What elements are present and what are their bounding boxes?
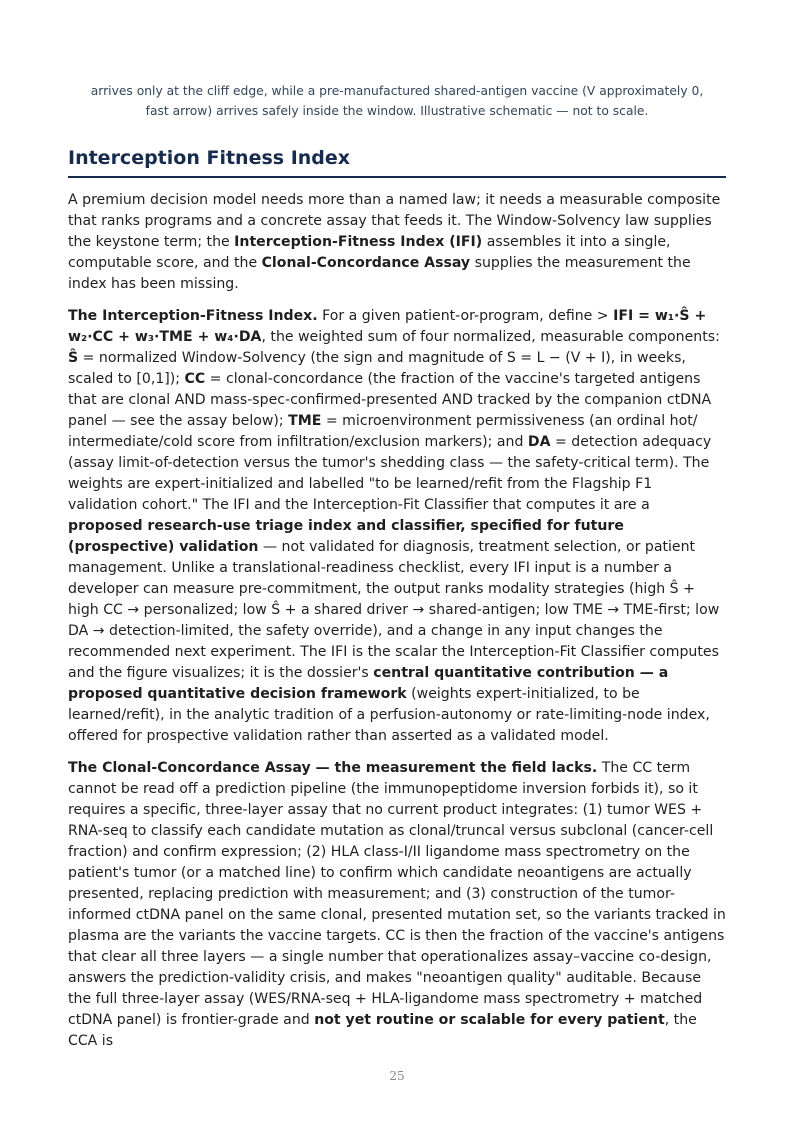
text-run: , the CCA is (68, 1012, 697, 1049)
figure-caption (68, 82, 726, 121)
section-body (68, 190, 726, 1063)
text-run: , the weighted sum of four normalized, measurable components: (261, 329, 720, 345)
emphasis-text: proposed research-use triage index and classifier, specified for future (prospective) validation (68, 518, 624, 555)
text-run: (weights expert-initialized, to be learned/refit), in the analytic tradition of a perfusion-autonomy or rate-limiting-node index, offered for prospective validation rather than asserted as a validated model. (68, 686, 710, 744)
text-run: = clonal-concordance (the fraction of the vaccine's targeted antigens that are clonal AND mass-spec-confirmed-presented AND tracked by the companion ctDNA panel — see the assay below); (68, 371, 712, 429)
text-run: assembles it into a single, computable score, and the (68, 234, 671, 271)
ifi-term: Interception-Fitness Index (IFI) (234, 234, 483, 250)
text-run: = detection adequacy (assay limit-of-detection versus the tumor's shedding class — the safety-critical term). The weights are expert-initialized and labelled "to be learned/refit from the Flagship F1 validation cohort." The IFI and the Interception-Fit Classifier that computes it are a (68, 434, 712, 513)
ifi-paragraph (68, 306, 726, 747)
text-run: A premium decision model needs more than a named law; it needs a measurable composite that ranks programs and a concrete assay that feeds it. The Window-Solvency law supplies the keystone term; the (68, 192, 721, 250)
emphasis-text: not yet routine or scalable for every patient (314, 1012, 665, 1028)
page-number: 25 (389, 1069, 405, 1083)
text-run: For a given patient-or-program, define > (317, 308, 614, 324)
ifi-formula: IFI = w₁·Ŝ + w₂·CC + w₃·TME + w₄·DA (68, 308, 707, 345)
da-term: DA (527, 434, 551, 450)
paragraph-lead: The Clonal-Concordance Assay — the measurement the field lacks. (68, 760, 598, 776)
cca-term: Clonal-Concordance Assay (261, 255, 471, 271)
text-run: The CC term cannot be read off a prediction pipeline (the immunopeptidome inversion forbids it), so it requires a specific, three-layer assay that no current product integrates: (1) tumor WES + RNA-seq to classify each candidate mutation as clonal/truncal versus subclonal (cancer-cell fraction) and confirm expression; (2) HLA class-I/II ligandome mass spectrometry on the patient's tumor (or a matched line) to confirm which candidate neoantigens are actually presented, replacing prediction with measurement; and (3) construction of the tumor-informed ctDNA panel on the same clonal, presented mutation set, so the variants tracked in plasma are the variants the vaccine targets. CC is then the fraction of the vaccine's antigens that clear all three layers — a single number that operationalizes assay–vaccine co-design, answers the prediction-validity crisis, and makes "neoantigen quality" auditable. Because the full three-layer assay (WES/RNA-seq + HLA-ligandome mass spectrometry + matched ctDNA panel) is frontier-grade and (68, 760, 726, 1028)
cc-term: CC (184, 371, 206, 387)
emphasis-text: central quantitative contribution — a proposed quantitative decision framework (68, 665, 669, 702)
cca-paragraph (68, 758, 726, 1052)
section-heading: Interception Fitness Index (68, 145, 726, 178)
caption-line-2: fast arrow) arrives safely inside the window. Illustrative schematic — not to scale. (145, 103, 649, 118)
caption-line-1: arrives only at the cliff edge, while a pre-manufactured shared-antigen vaccine (V approximately 0, (90, 84, 704, 98)
tme-term: TME (288, 413, 322, 429)
s-term: Ŝ (68, 350, 79, 366)
text-run: = normalized Window-Solvency (the sign and magnitude of S = L − (V + I), in weeks, scaled to [0,1]); (68, 350, 686, 387)
text-run: supplies the measurement the index has been missing. (68, 255, 691, 292)
paragraph-lead: The Interception-Fitness Index. (68, 308, 318, 324)
text-run: = microenvironment permissiveness (an ordinal hot/ intermediate/cold score from infiltration/exclusion markers); and (68, 413, 698, 450)
text-run: — not validated for diagnosis, treatment selection, or patient management. Unlike a translational-readiness checklist, every IFI input is a number a developer can measure pre-commitment, the output ranks modality strategies (high Ŝ + high CC → personalized; low Ŝ + a shared driver → shared-antigen; low TME → TME-first; low DA → detection-limited, the safety override), and a change in any input changes the recommended next experiment. The IFI is the scalar the Interception-Fit Classifier computes and the figure visualizes; it is the dossier's (68, 539, 720, 681)
intro-paragraph (68, 190, 726, 295)
